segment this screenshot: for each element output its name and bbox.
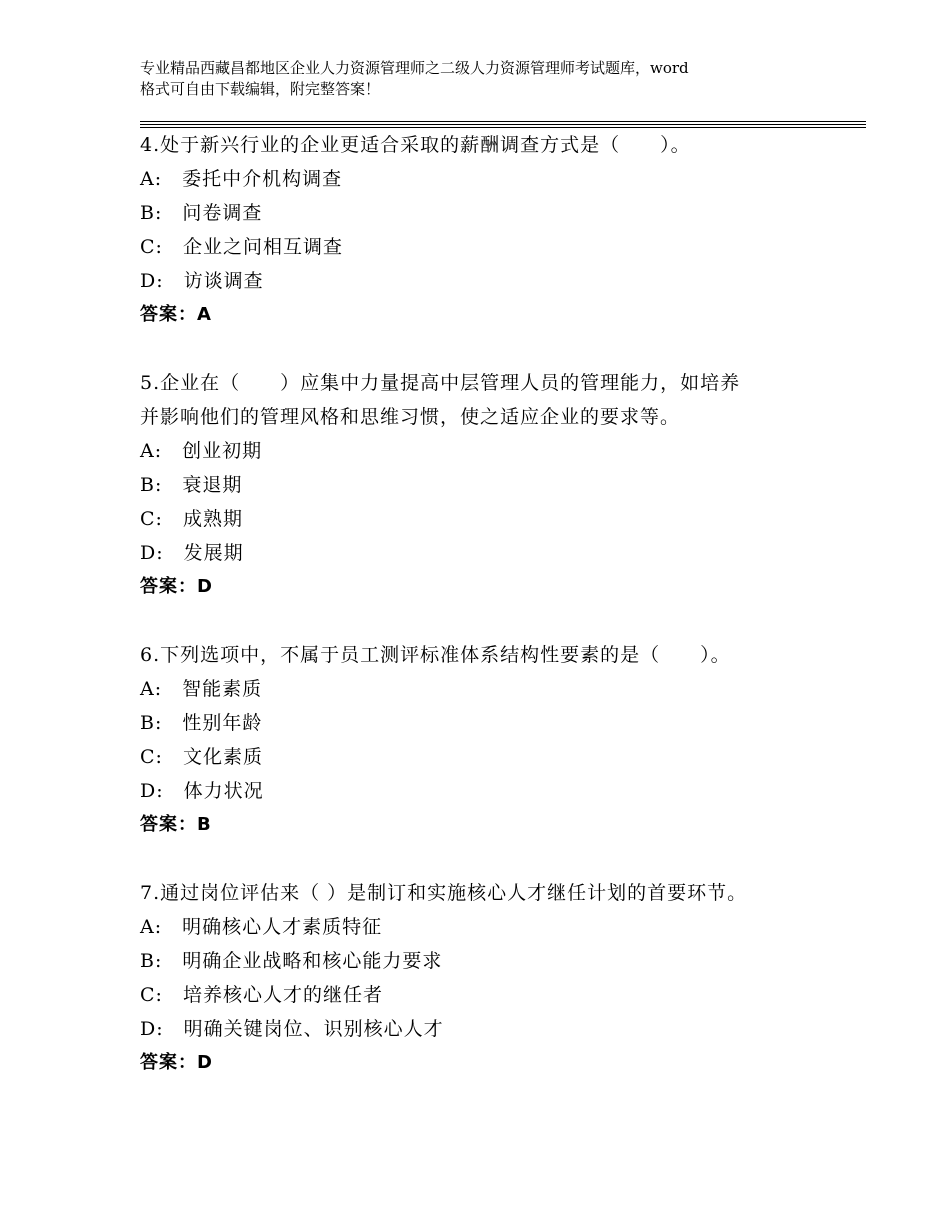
option-c: C: 文化素质 — [140, 746, 263, 768]
document-header — [140, 58, 840, 100]
option-a: A: 明确核心人才素质特征 — [140, 916, 383, 938]
option-b: B: 性别年龄 — [140, 712, 263, 734]
question-list — [140, 128, 840, 1114]
option-b: B: 衰退期 — [140, 474, 243, 496]
option-a: A: 创业初期 — [140, 440, 263, 462]
question-stem-continued: 并影响他们的管理风格和思维习惯，使之适应企业的要求等。 — [140, 406, 681, 428]
answer-label: 答案：A — [140, 304, 212, 325]
question-5 — [140, 366, 840, 604]
option-b: B: 明确企业战略和核心能力要求 — [140, 950, 443, 972]
option-a: A: 委托中介机构调查 — [140, 168, 343, 190]
question-stem: 7.通过岗位评估来（ ）是制订和实施核心人才继任计划的首要环节。 — [140, 882, 748, 904]
option-d: D: 体力状况 — [140, 780, 264, 802]
option-c: C: 成熟期 — [140, 508, 243, 530]
option-b: B: 问卷调查 — [140, 202, 263, 224]
question-6 — [140, 638, 840, 842]
answer-label: 答案：D — [140, 1052, 213, 1073]
answer-label: 答案：B — [140, 814, 212, 835]
option-c: C: 企业之问相互调查 — [140, 236, 343, 258]
header-line-2: 格式可自由下载编辑，附完整答案！ — [140, 80, 381, 98]
question-stem: 6.下列选项中，不属于员工测评标准体系结构性要素的是（ ）。 — [140, 644, 731, 666]
option-c: C: 培养核心人才的继任者 — [140, 984, 383, 1006]
question-stem: 4.处于新兴行业的企业更适合采取的薪酬调查方式是（ ）。 — [140, 134, 691, 156]
option-d: D: 发展期 — [140, 542, 244, 564]
header-rule-middle — [140, 124, 866, 125]
question-4 — [140, 128, 840, 332]
question-7 — [140, 876, 840, 1080]
header-line-1: 专业精品西藏昌都地区企业人力资源管理师之二级人力资源管理师考试题库，word — [140, 59, 689, 77]
option-a: A: 智能素质 — [140, 678, 263, 700]
option-d: D: 明确关键岗位、识别核心人才 — [140, 1018, 444, 1040]
answer-label: 答案：D — [140, 576, 213, 597]
question-stem: 5.企业在（ ）应集中力量提高中层管理人员的管理能力，如培养 — [140, 372, 741, 394]
header-rule-top — [140, 121, 866, 122]
option-d: D: 访谈调查 — [140, 270, 264, 292]
